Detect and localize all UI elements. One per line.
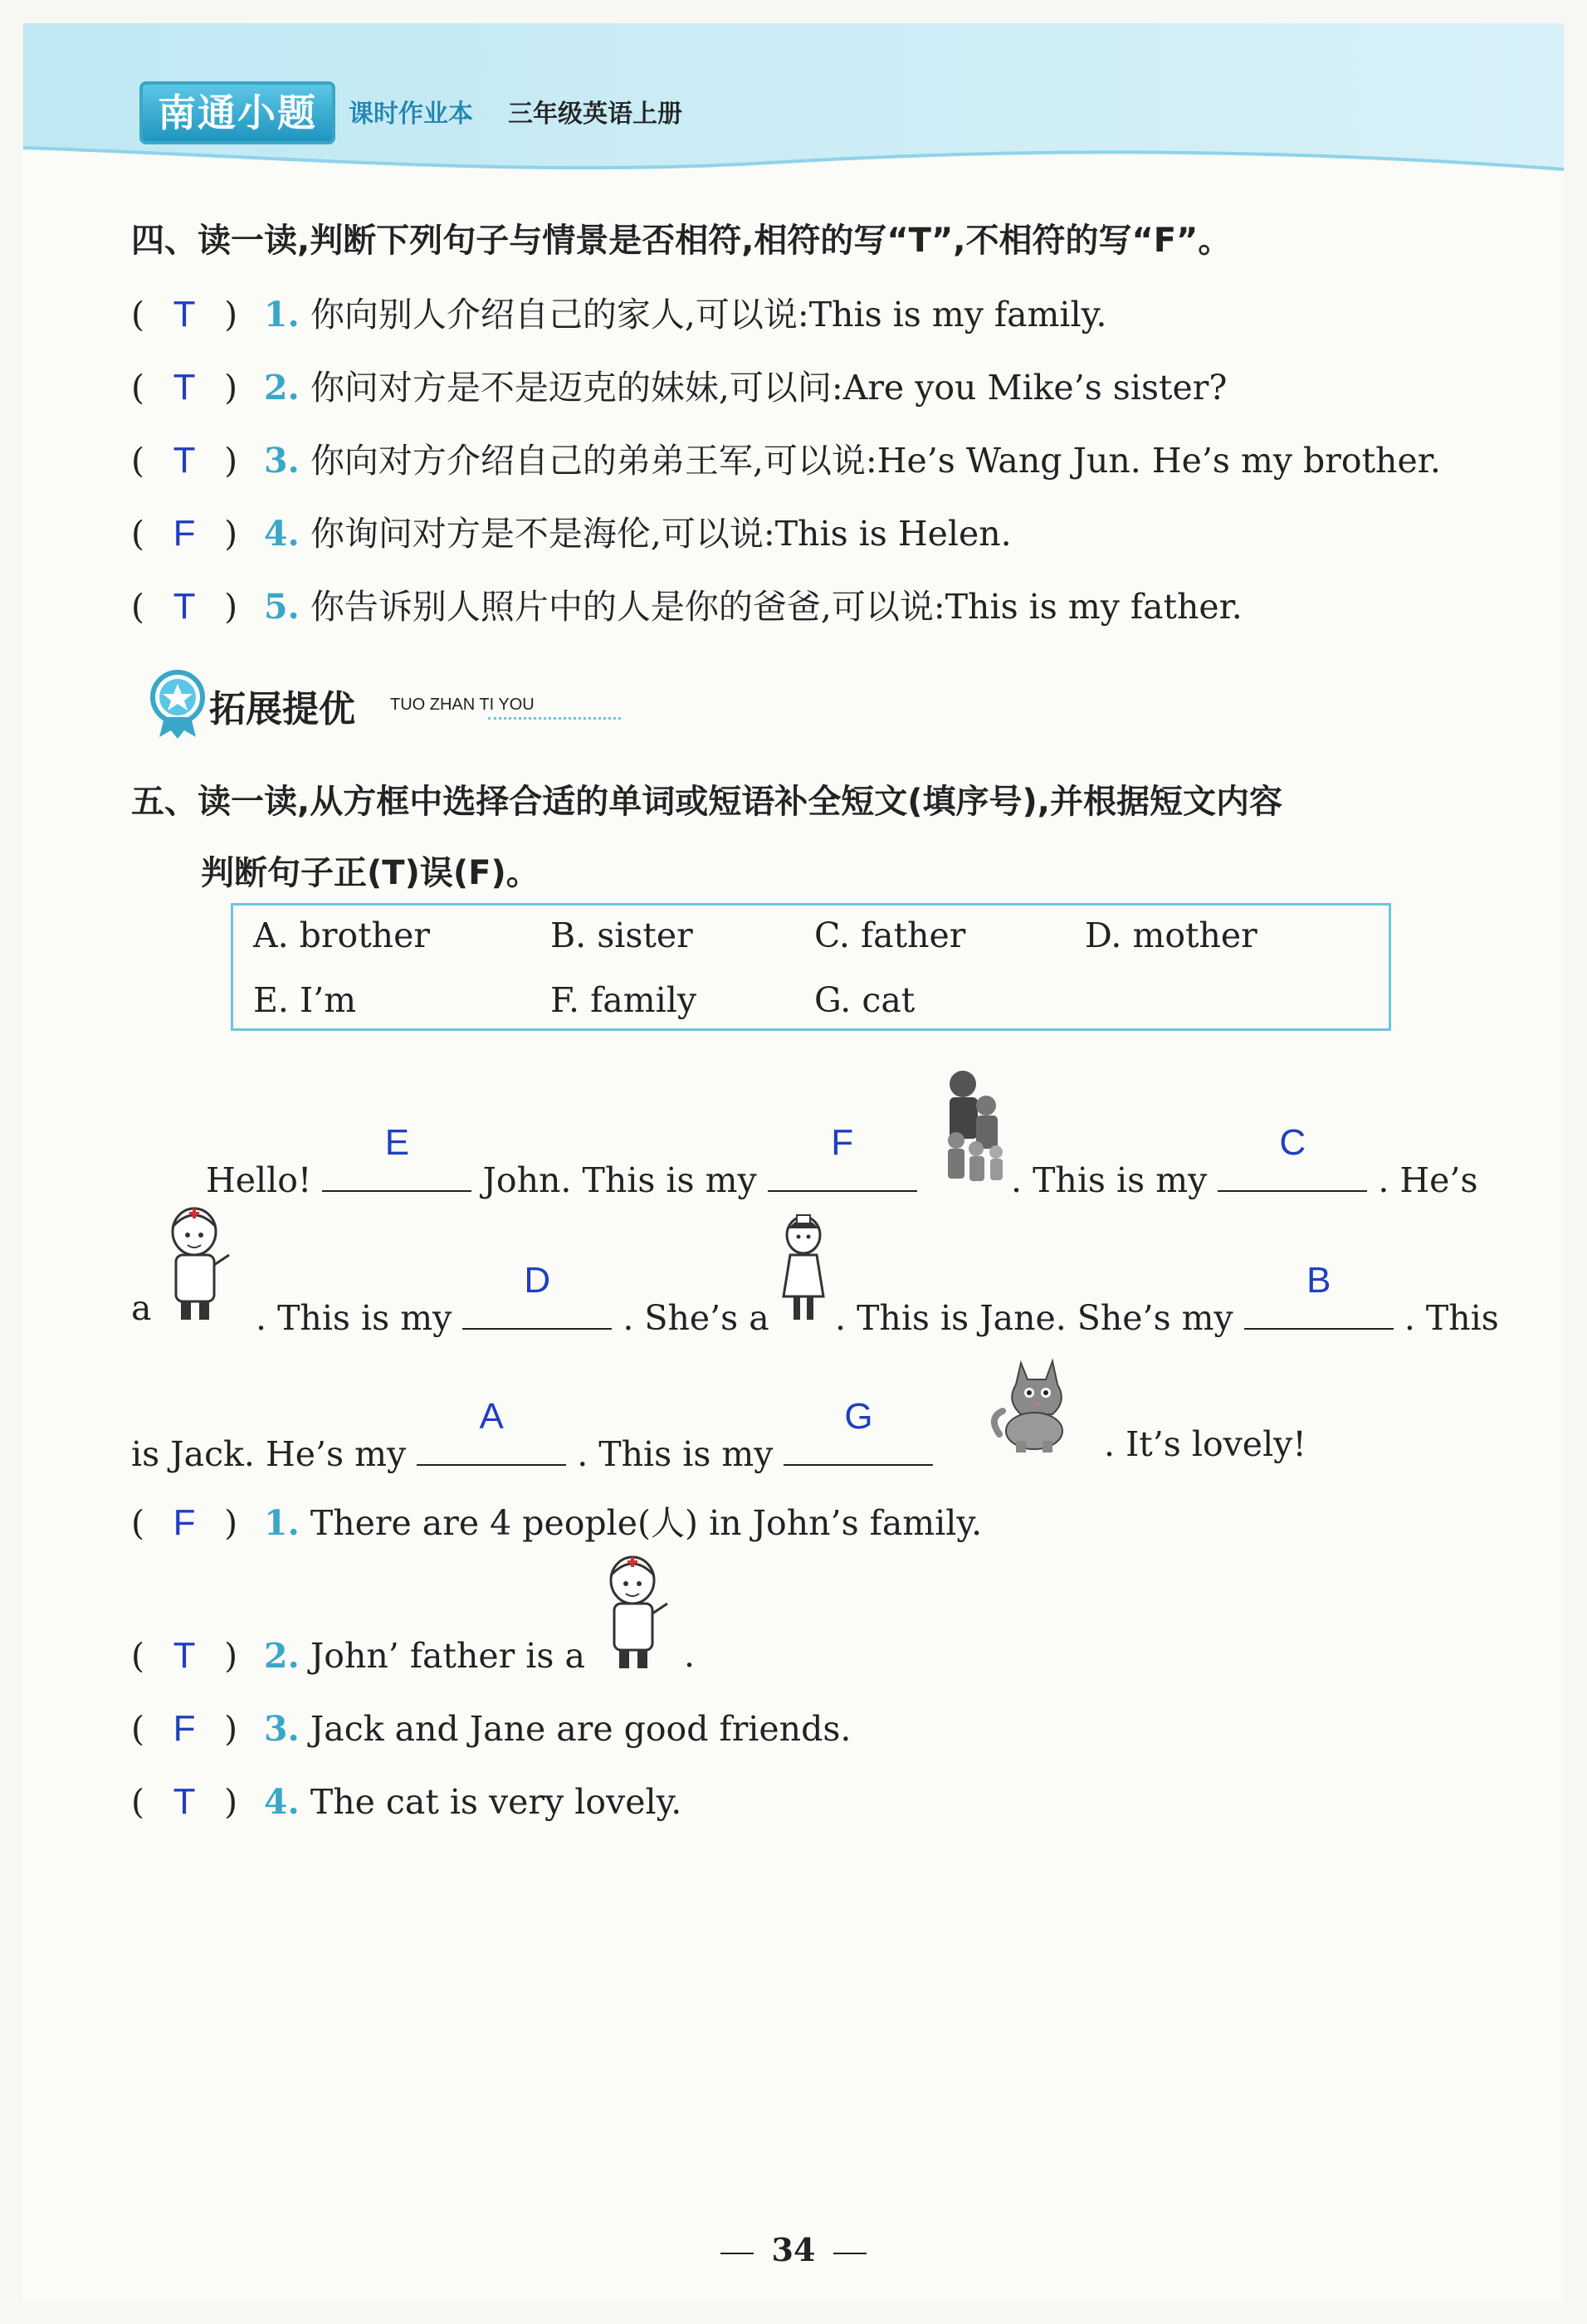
book-title: 三年级英语上册 — [508, 100, 682, 129]
answer-mark: T — [173, 586, 196, 627]
passage-text: . This is Jane. She’s my — [835, 1298, 1233, 1338]
nurse-picture-icon — [779, 1210, 830, 1326]
passage-text: . He’s — [1378, 1160, 1478, 1200]
blank-answer: G — [844, 1396, 873, 1437]
answer-paren: ( T ) — [131, 1781, 238, 1822]
extension-title: 拓展提优 — [209, 688, 355, 730]
blank-answer: C — [1279, 1122, 1306, 1163]
item-text: 你问对方是不是迈克的妹妹,可以问:Are you Mike’s sister? — [310, 368, 1228, 408]
answer-paren: ( F ) — [131, 1502, 238, 1543]
section4-item — [131, 360, 1227, 409]
star-badge-icon — [138, 662, 217, 742]
doctor-picture-icon — [596, 1550, 679, 1675]
passage-text: . This — [1404, 1298, 1499, 1338]
item-number: 2. — [264, 1636, 300, 1676]
answer-mark: T — [173, 440, 196, 481]
blank-answer: A — [479, 1396, 504, 1437]
item-number: 3. — [264, 441, 300, 481]
answer-mark: F — [173, 513, 196, 554]
answer-mark: T — [173, 367, 196, 408]
extension-subtitle: TUO ZHAN TI YOU — [390, 696, 535, 714]
answer-mark: T — [173, 1781, 196, 1822]
option-b: B. sister — [550, 915, 693, 955]
blank-answer: E — [384, 1122, 410, 1163]
item-number: 1. — [264, 1503, 300, 1543]
passage-text: . This is my — [577, 1434, 774, 1474]
item-number: 1. — [264, 295, 300, 334]
section5-heading-cont: 判断句子正(T)误(F)。 — [201, 854, 540, 892]
item-text: 你向别人介绍自己的家人,可以说:This is my family. — [310, 295, 1107, 334]
passage-text: Hello! — [206, 1160, 312, 1200]
section4-heading: 四、读一读,判断下列句子与情景是否相符,相符的写“T”,不相符的写“F”。 — [131, 222, 1232, 260]
worksheet-page — [23, 23, 1564, 2301]
passage-text: . This is my — [256, 1298, 452, 1338]
answer-blank — [1218, 1122, 1367, 1192]
dash-left — [720, 2253, 754, 2254]
answer-blank — [462, 1260, 612, 1330]
item-text: 你告诉别人照片中的人是你的爸爸,可以说:This is my father. — [310, 587, 1243, 627]
passage-text: John. This is my — [482, 1160, 757, 1200]
option-e: E. I’m — [253, 980, 357, 1020]
section4-item — [131, 506, 1012, 555]
section4-item — [131, 433, 1441, 482]
answer-blank — [784, 1396, 933, 1466]
page-number — [23, 2231, 1564, 2268]
answer-paren: ( T ) — [131, 367, 238, 408]
item-text: Jack and Jane are good friends. — [310, 1709, 852, 1749]
judgement-item — [131, 1781, 681, 1823]
item-text: 你向对方介绍自己的弟弟王军,可以说:He’s Wang Jun. He’s my brother. — [310, 441, 1441, 481]
option-d: D. mother — [1085, 915, 1257, 955]
answer-blank — [768, 1122, 917, 1192]
word-option-box — [231, 903, 1391, 1031]
brand-logo: 南通小题 — [139, 81, 335, 144]
blank-answer: F — [831, 1122, 854, 1163]
answer-paren: ( T ) — [131, 440, 238, 481]
item-number: 2. — [264, 368, 300, 408]
passage-line-cont — [256, 1260, 769, 1338]
item-text: There are 4 people(人) in John’s family. — [310, 1503, 983, 1543]
item-number: 4. — [264, 1782, 300, 1822]
answer-mark: F — [173, 1708, 196, 1749]
answer-paren: ( F ) — [131, 1708, 238, 1749]
item-number: 5. — [264, 587, 300, 627]
answer-paren: ( F ) — [131, 513, 238, 554]
passage-line — [131, 1288, 151, 1328]
passage-text: . She’s a — [623, 1298, 769, 1338]
item-text: The cat is very lovely. — [310, 1782, 682, 1822]
passage-text: . It’s lovely! — [1104, 1424, 1306, 1464]
answer-paren: ( T ) — [131, 294, 238, 334]
answer-paren: ( T ) — [131, 586, 238, 627]
section4-item — [131, 287, 1106, 336]
judgement-tail: . — [684, 1635, 696, 1675]
section5-heading: 五、读一读,从方框中选择合适的单词或短语补全短文(填序号),并根据短文内容 — [131, 783, 1282, 821]
item-number: 3. — [264, 1709, 300, 1749]
answer-blank — [1244, 1260, 1394, 1330]
blank-answer: B — [1306, 1260, 1331, 1301]
judgement-item — [131, 1708, 851, 1750]
passage-line — [131, 1396, 933, 1474]
option-f: F. family — [550, 980, 697, 1020]
item-number: 4. — [264, 514, 300, 554]
page-number-text: 34 — [771, 2231, 816, 2268]
section4-item — [131, 579, 1243, 628]
answer-mark: T — [173, 294, 196, 334]
page-header — [23, 23, 1564, 173]
judgement-item — [131, 1635, 585, 1677]
blank-answer: D — [524, 1260, 551, 1301]
answer-mark: F — [173, 1502, 196, 1543]
item-text: John’ father is a — [310, 1636, 585, 1676]
passage-line-cont — [835, 1260, 1499, 1338]
answer-paren: ( T ) — [131, 1635, 238, 1676]
book-series: 课时作业本 — [349, 100, 473, 129]
family-picture-icon — [938, 1066, 1009, 1185]
passage-line — [206, 1122, 917, 1200]
dash-right — [833, 2253, 867, 2254]
doctor-picture-icon — [158, 1202, 241, 1326]
option-g: G. cat — [814, 980, 916, 1020]
answer-blank — [417, 1396, 566, 1466]
passage-text: . This is my — [1011, 1160, 1208, 1200]
answer-mark: T — [173, 1635, 196, 1676]
passage-line-cont — [1104, 1424, 1306, 1464]
passage-text: is Jack. He’s my — [131, 1434, 407, 1474]
answer-blank — [322, 1122, 471, 1192]
option-a: A. brother — [253, 915, 430, 955]
cat-picture-icon — [988, 1351, 1079, 1454]
passage-line-cont — [1011, 1122, 1478, 1200]
item-text: 你询问对方是不是海伦,可以说:This is Helen. — [310, 514, 1012, 554]
passage-text: a — [131, 1288, 152, 1328]
judgement-item — [131, 1496, 982, 1545]
option-c: C. father — [814, 915, 966, 955]
dotted-divider — [488, 717, 621, 720]
